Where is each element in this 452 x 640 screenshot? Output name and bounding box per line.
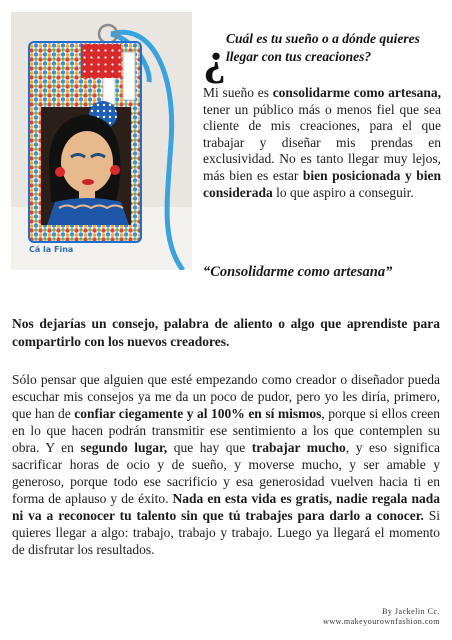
body-text: Si quieres llegar a algo: trabajo, trabajo y trabajo. Luego ya llegará el momento de disfrutar los resultados. [12,508,440,557]
photo-watermark: Cá la Fina [29,245,74,254]
byline-author: By Jackelin Cc. [382,607,440,616]
emphasis-text: trabajar mucho [251,440,346,455]
body-text: , y eso significa sacrificar horas de ocio y de sueño, y moverse mucho, y ser amable y generoso, porque todo ese sacrificio y esa generosidad vuelven hacia ti en forma de aplauso y de éxito. [12,440,441,506]
emphasis-text: segundo lugar, [80,440,168,455]
emphasis-text: consolidarme como artesana, [272,85,441,100]
body-text: que hay que [167,440,252,455]
question-1-text: Cuál es tu sueño o a dónde quieres llegar con tus creaciones? [226,31,420,64]
question-1 [203,30,441,84]
answer-2 [12,371,440,558]
product-photo [11,12,192,270]
emphasis-text: confiar ciegamente y al 100% en sí mismos [74,406,322,421]
byline [323,607,440,627]
phone-case-illustration [11,12,192,270]
pull-quote: “Consolidarme como artesana” [203,264,393,280]
body-text: lo que aspiro a conseguir. [272,184,414,200]
body-text: Mi sueño es [203,85,273,100]
byline-site: www.makeyourownfashion.com [323,617,440,626]
question-2: Nos dejarías un consejo, palabra de aliento o algo que aprendiste para compartirlo con los nuevos creadores. [12,316,440,349]
answer-1 [203,85,441,201]
emphasis-text: bien posicionada y bien considerada [203,167,441,200]
question-mark-glyph: ¿ [203,33,226,84]
body-text: , porque si ellos creen en lo que hacen podrán transmitir ese sentimiento a los que contemplen su obra. Y en [12,406,441,455]
body-text: Sólo pensar que alguien que esté empezando como creador o diseñador pueda escuchar mis consejos ya me da un poco de pudor, pero yo les diría, primero, que han de [12,372,440,421]
emphasis-text: Nada en esta vida es gratis, nadie regala nada ni va a reconocer tu talento sin que tú trabajes para darlo a conocer. [12,491,441,523]
body-text: tener un público más o menos fiel que sea cliente de mis creaciones, para el que trabajar y diseñar mis prendas en exclusividad. No es tanto llegar muy lejos, más bien es estar [203,101,441,183]
